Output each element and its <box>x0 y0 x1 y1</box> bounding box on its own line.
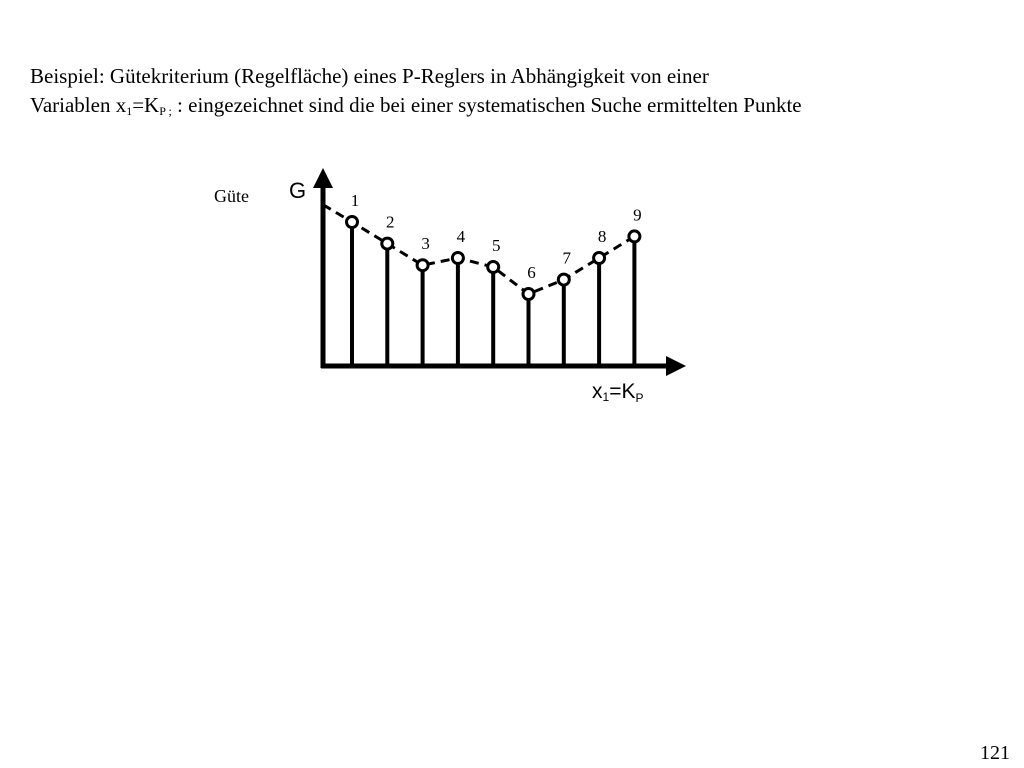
sample-point-4 <box>452 253 463 264</box>
point-label-7: 7 <box>562 248 572 268</box>
title-text-middle: =K <box>132 93 160 117</box>
x-axis-label-kp: =K <box>609 380 636 403</box>
sample-point-8 <box>594 253 605 264</box>
y-axis-caption: Güte <box>214 186 249 206</box>
y-axis-arrowhead <box>313 168 333 188</box>
x-axis-label-sub-p: P <box>635 391 644 405</box>
dashed-curve <box>323 205 634 294</box>
x-axis-label <box>592 380 643 405</box>
sample-point-3 <box>417 260 428 271</box>
point-label-2: 2 <box>386 212 395 232</box>
point-label-8: 8 <box>597 227 607 246</box>
title-text-after: : eingezeichnet sind die bei einer systematischen Suche ermittelten Punkte <box>171 93 802 117</box>
title-subscript-1: 1 <box>126 104 133 118</box>
page-number: 121 <box>980 742 1010 764</box>
point-label-6: 6 <box>527 263 536 282</box>
sample-point-1 <box>347 217 358 228</box>
y-axis-symbol: G <box>289 178 307 203</box>
point-label-3: 3 <box>421 234 430 254</box>
sample-point-2 <box>382 238 393 249</box>
title-line-1: Beispiel: Gütekriterium (Regelfläche) eines P-Reglers in Abhängigkeit von einer <box>30 64 709 88</box>
sample-point-5 <box>488 262 499 273</box>
title-subscript-p: P ; <box>159 104 172 118</box>
sample-point-9 <box>629 231 640 242</box>
sample-point-6 <box>523 289 534 300</box>
x-axis-arrowhead <box>666 356 686 376</box>
x-axis-label-x: x <box>592 380 603 403</box>
sample-point-7 <box>558 274 569 285</box>
title-text-before: Variablen x <box>30 93 127 117</box>
point-label-5: 5 <box>491 236 501 255</box>
sample-points <box>323 191 642 366</box>
point-label-1: 1 <box>350 191 360 210</box>
point-label-4: 4 <box>456 227 466 246</box>
x-axis-label-sub-1: 1 <box>602 390 610 404</box>
point-label-9: 9 <box>633 205 642 225</box>
